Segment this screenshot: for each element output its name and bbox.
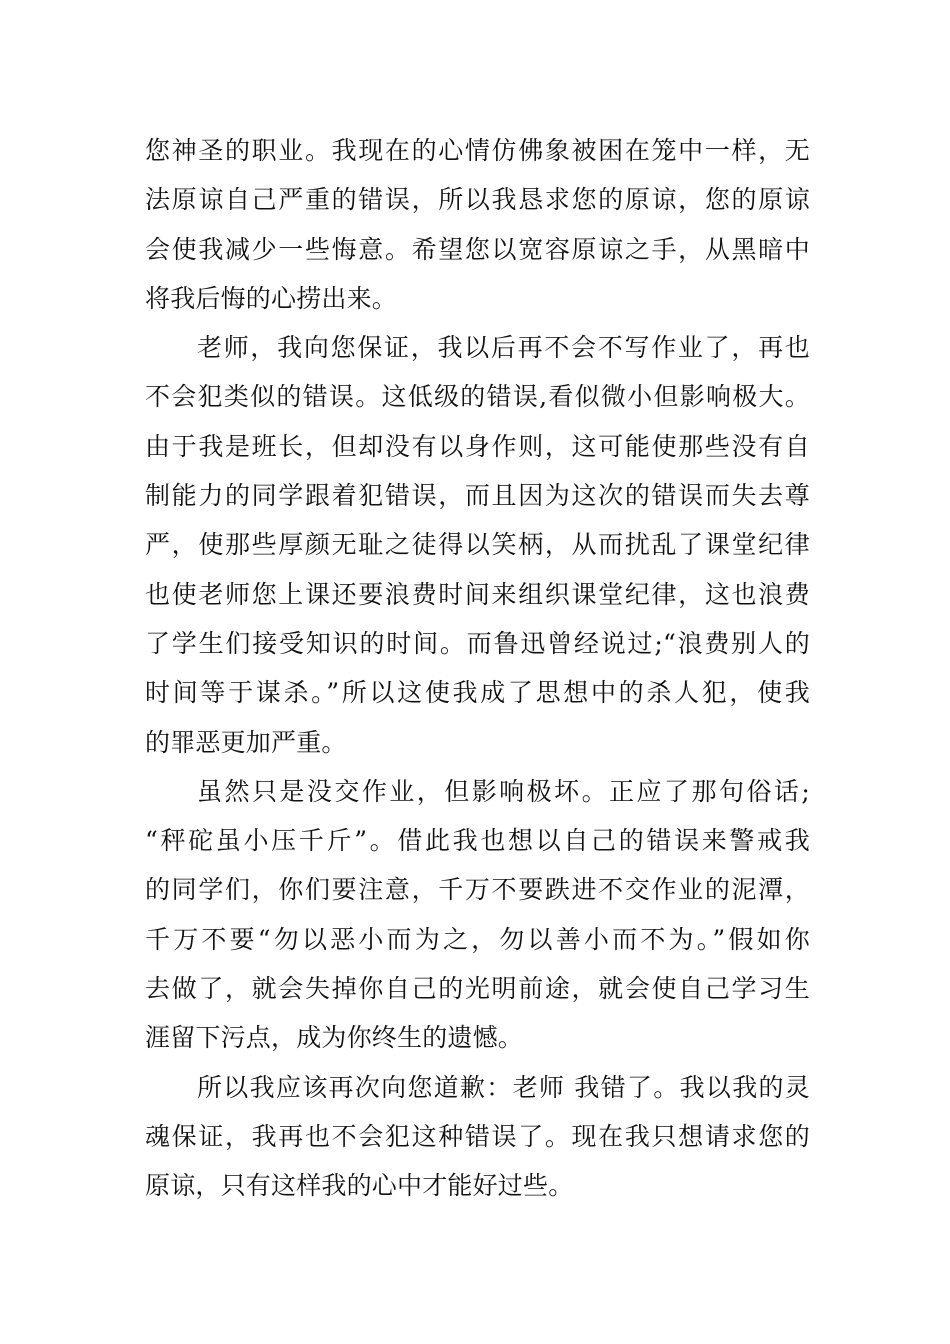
text-line: “秤砣虽小压千斤”。借此我也想以自己的错误来警戒我 — [145, 826, 810, 856]
text-line: 千万不要“勿以恶小而为之，勿以善小而不为。”假如你 — [145, 924, 810, 954]
text-line: 法原谅自己严重的错误，所以我恳求您的原谅，您的原谅 — [145, 185, 810, 215]
text-line: 也使老师您上课还要浪费时间来组织课堂纪律，这也浪费 — [145, 579, 810, 609]
text-line: 将我后悔的心捞出来。 — [145, 283, 398, 313]
text-line: 会使我减少一些悔意。希望您以宽容原谅之手，从黑暗中 — [145, 234, 810, 264]
text-line: 由于我是班长，但却没有以身作则，这可能使那些没有自 — [145, 431, 810, 461]
text-line: 原谅，只有这样我的心中才能好过些。 — [145, 1171, 574, 1201]
text-line: 时间等于谋杀。”所以这使我成了思想中的杀人犯，使我 — [145, 678, 810, 708]
text-line: 了学生们接受知识的时间。而鲁迅曾经说过;“浪费别人的 — [145, 628, 810, 658]
text-line: 不会犯类似的错误。这低级的错误,看似微小但影响极大。 — [145, 382, 810, 412]
text-line: 严，使那些厚颜无耻之徒得以笑柄，从而扰乱了课堂纪律 — [145, 530, 810, 560]
text-line: 涯留下污点，成为你终生的遗憾。 — [145, 1023, 524, 1053]
paragraph-first-line: 虽然只是没交作业，但影响极坏。正应了那句俗话; — [197, 776, 810, 806]
paragraph-first-line: 所以我应该再次向您道歉：老师 我错了。我以我的灵 — [197, 1072, 810, 1102]
paragraph-first-line: 老师，我向您保证，我以后再不会不写作业了，再也 — [197, 333, 810, 363]
text-line: 制能力的同学跟着犯错误，而且因为这次的错误而失去尊 — [145, 481, 810, 511]
text-line: 的同学们，你们要注意，千万不要跌进不交作业的泥潭， — [145, 875, 810, 905]
text-line: 魂保证，我再也不会犯这种错误了。现在我只想请求您的 — [145, 1121, 810, 1151]
text-line: 您神圣的职业。我现在的心情仿佛象被困在笼中一样，无 — [145, 136, 810, 165]
text-line: 去做了，就会失掉你自己的光明前途，就会使自己学习生 — [145, 974, 810, 1004]
text-line: 的罪恶更加严重。 — [145, 727, 347, 757]
document-body — [145, 126, 810, 1211]
